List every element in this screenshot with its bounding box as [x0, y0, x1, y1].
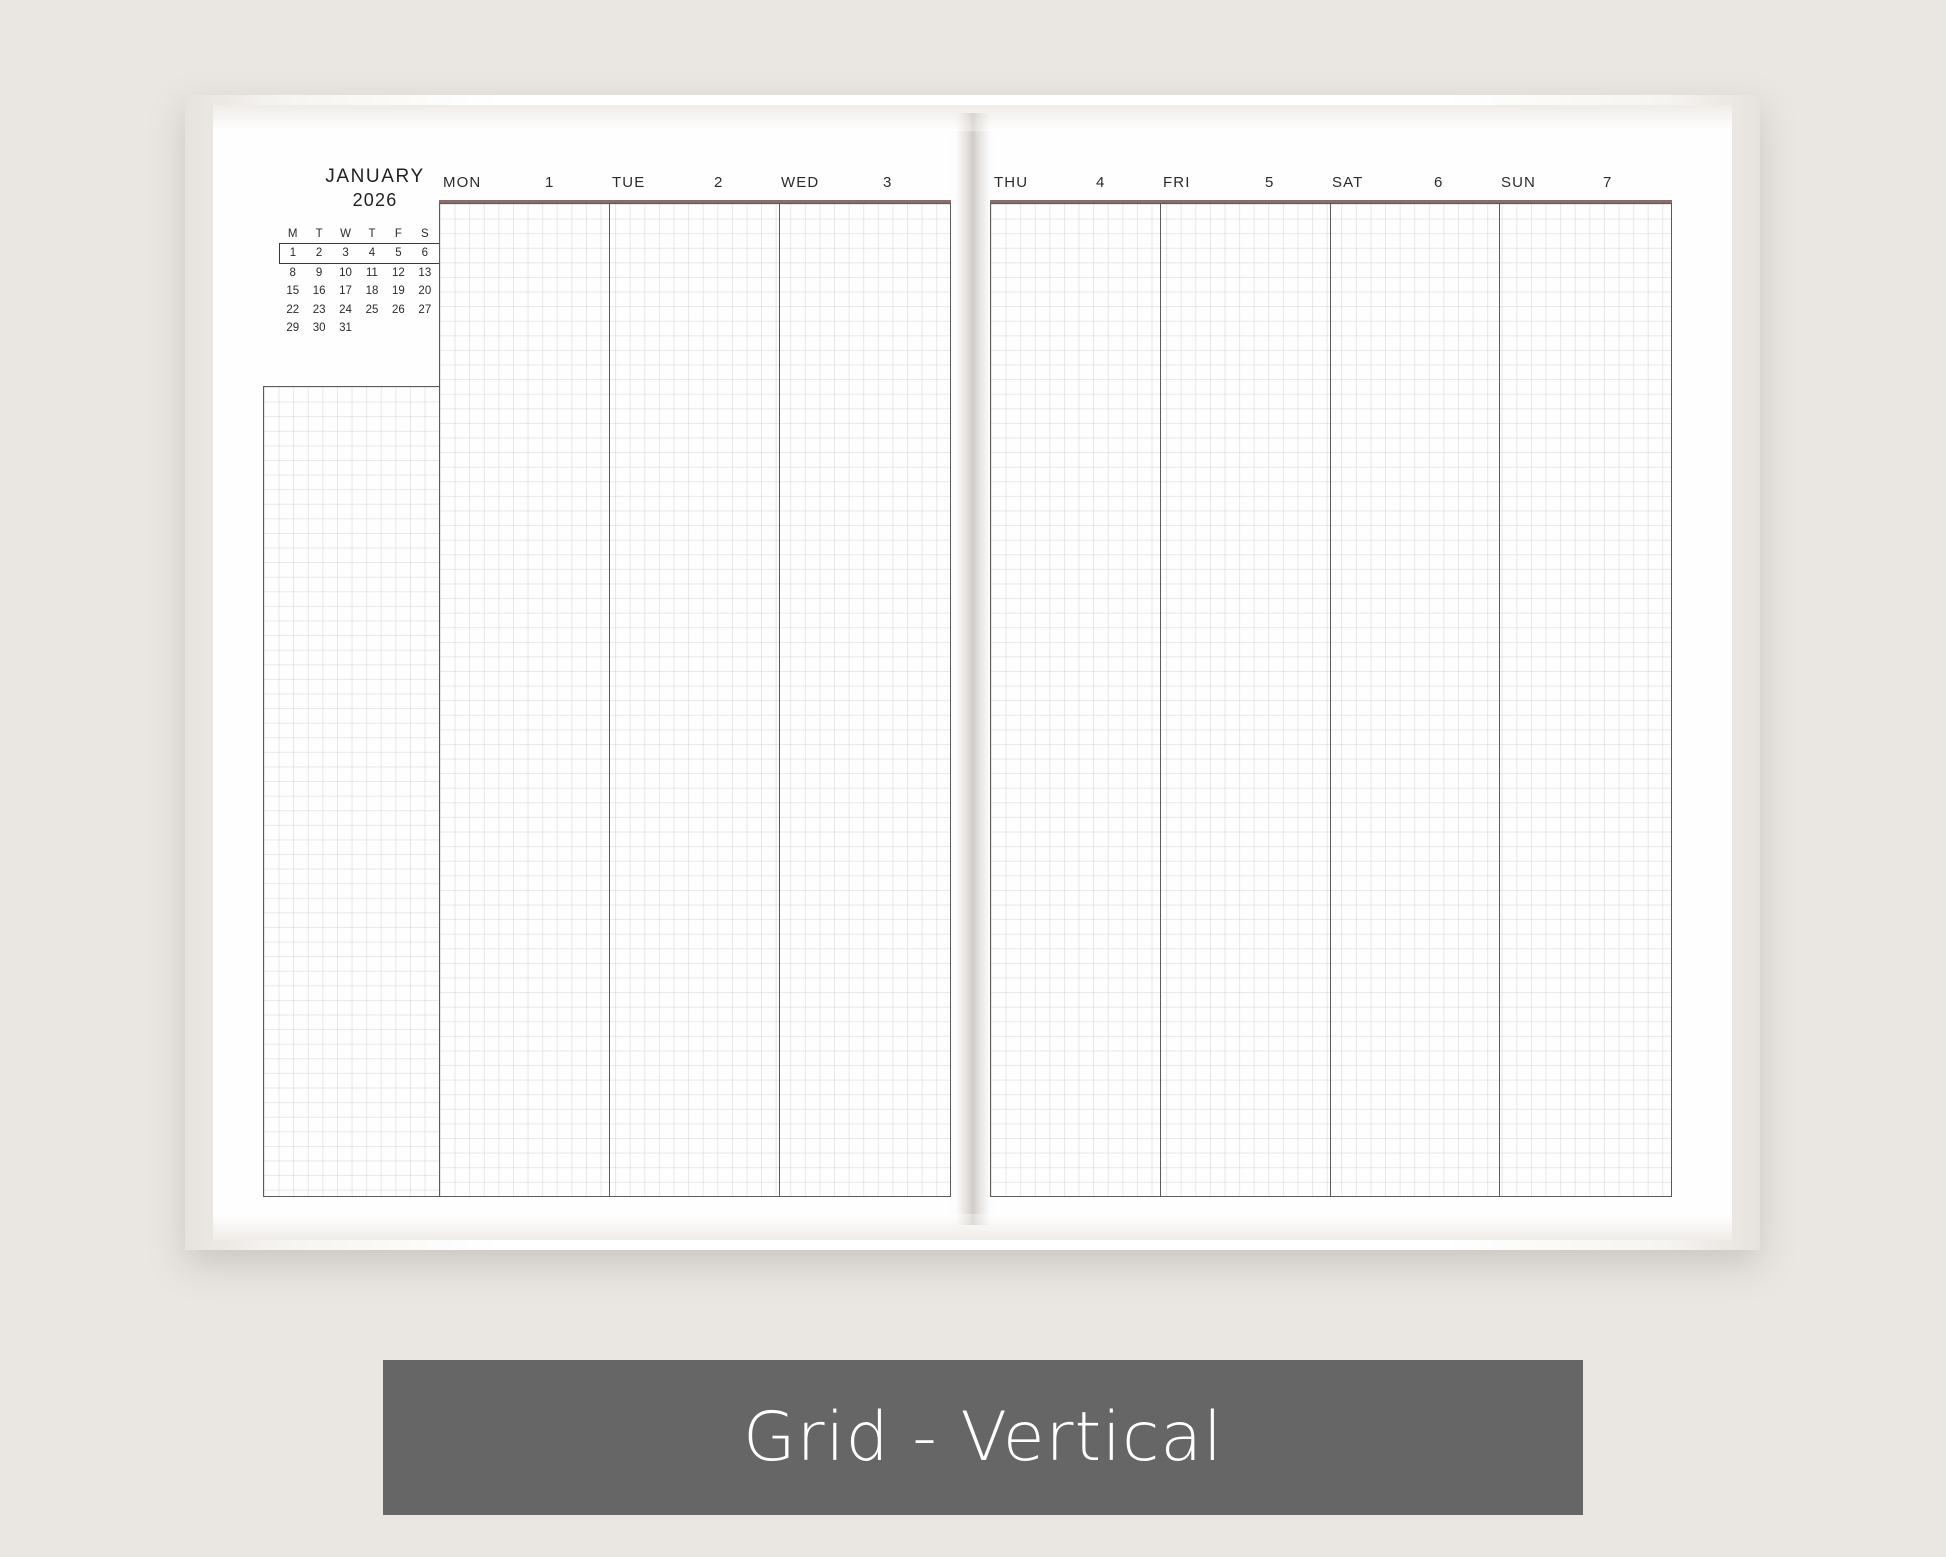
year-label: 2026 — [352, 189, 398, 210]
day-header-tue — [612, 165, 782, 199]
day-header-mon — [443, 165, 613, 199]
planner-page-left — [213, 113, 973, 1225]
mini-calendar-day: 26 — [392, 303, 405, 316]
mini-calendar-table — [279, 225, 465, 337]
mini-calendar-day: 23 — [312, 303, 326, 316]
day-name: TUE — [612, 173, 646, 191]
mini-calendar-day — [412, 319, 438, 337]
month-name: JANUARY — [325, 166, 425, 187]
day-header-sat — [1332, 165, 1502, 199]
mini-calendar-day: 24 — [339, 303, 352, 316]
caption-label: Grid - Vertical — [742, 1398, 1223, 1477]
day-name: FRI — [1163, 173, 1191, 191]
column-separator — [1160, 203, 1161, 1197]
planner-page-right — [972, 113, 1732, 1225]
day-number: 3 — [883, 173, 892, 191]
day-number: 5 — [1265, 173, 1274, 191]
caption-bar — [383, 1360, 1583, 1515]
day-header-sun — [1501, 165, 1671, 199]
day-columns-grid-right[interactable] — [990, 203, 1672, 1197]
mini-calendar-day: 11 — [366, 266, 378, 279]
day-number: 2 — [714, 173, 723, 191]
mini-calendar-day: 17 — [339, 285, 352, 298]
mini-calendar-day: 1 — [280, 244, 306, 263]
mini-calendar-day: 8 — [289, 266, 296, 279]
mini-calendar-day — [385, 319, 411, 337]
mini-calendar-day: 18 — [365, 285, 379, 298]
mini-calendar-day: 30 — [312, 321, 326, 334]
mini-calendar-day: 13 — [418, 266, 432, 279]
mini-calendar-week-row-current — [280, 244, 465, 263]
mini-calendar-week-row — [280, 282, 465, 300]
day-header-fri — [1163, 165, 1333, 199]
weekday-initial: T — [315, 228, 323, 240]
mini-calendar-day: 20 — [418, 285, 432, 298]
weekday-initial: M — [287, 228, 298, 240]
mini-calendar-day: 10 — [339, 266, 352, 279]
mini-calendar-day: 22 — [286, 303, 300, 316]
mini-calendar-day: 5 — [385, 244, 411, 263]
left-page-sheet — [213, 113, 973, 1225]
mini-calendar-week-row — [280, 301, 465, 319]
mini-calendar-day — [359, 319, 385, 337]
weekday-initial: S — [420, 228, 429, 240]
day-name: SAT — [1332, 173, 1364, 191]
mini-calendar-day: 31 — [339, 321, 352, 334]
column-separator — [609, 203, 610, 1197]
day-header-wed — [781, 165, 951, 199]
mini-calendar-week-row — [280, 263, 465, 282]
mini-calendar-day: 3 — [332, 244, 358, 263]
mini-calendar-day: 25 — [365, 303, 379, 316]
day-name: MON — [443, 173, 482, 191]
day-name: THU — [994, 173, 1029, 191]
day-number: 4 — [1096, 173, 1105, 191]
day-name: WED — [781, 173, 820, 191]
weekday-initial: F — [394, 228, 402, 240]
column-separator — [779, 203, 780, 1197]
day-number: 7 — [1603, 173, 1612, 191]
mini-calendar-day: 4 — [359, 244, 385, 263]
column-separator — [1330, 203, 1331, 1197]
weekday-initial: T — [368, 228, 376, 240]
mini-calendar-day: 19 — [392, 285, 405, 298]
mini-calendar-day: 16 — [312, 285, 326, 298]
mini-calendar-day: 27 — [418, 303, 432, 316]
weekday-initial: W — [340, 228, 351, 240]
month-title — [285, 165, 465, 211]
mini-calendar-day: 9 — [315, 266, 323, 279]
right-page-sheet — [972, 113, 1732, 1225]
day-number: 6 — [1434, 173, 1443, 191]
column-separator — [1499, 203, 1500, 1197]
notes-grid-left[interactable] — [263, 386, 440, 1197]
mini-calendar-week-row — [280, 319, 465, 337]
mini-calendar-day: 6 — [412, 244, 438, 263]
mini-calendar-header-row — [280, 225, 465, 244]
day-columns-grid-left[interactable] — [439, 203, 951, 1197]
mini-calendar-day: 12 — [392, 266, 405, 279]
mini-calendar-day: 29 — [286, 321, 300, 334]
mini-calendar-day: 15 — [286, 285, 300, 298]
day-header-thu — [994, 165, 1164, 199]
mini-calendar — [279, 225, 465, 337]
day-name: SUN — [1501, 173, 1536, 191]
open-planner-mockup — [185, 95, 1760, 1250]
day-number: 1 — [545, 173, 554, 191]
mini-calendar-day: 2 — [306, 244, 332, 263]
